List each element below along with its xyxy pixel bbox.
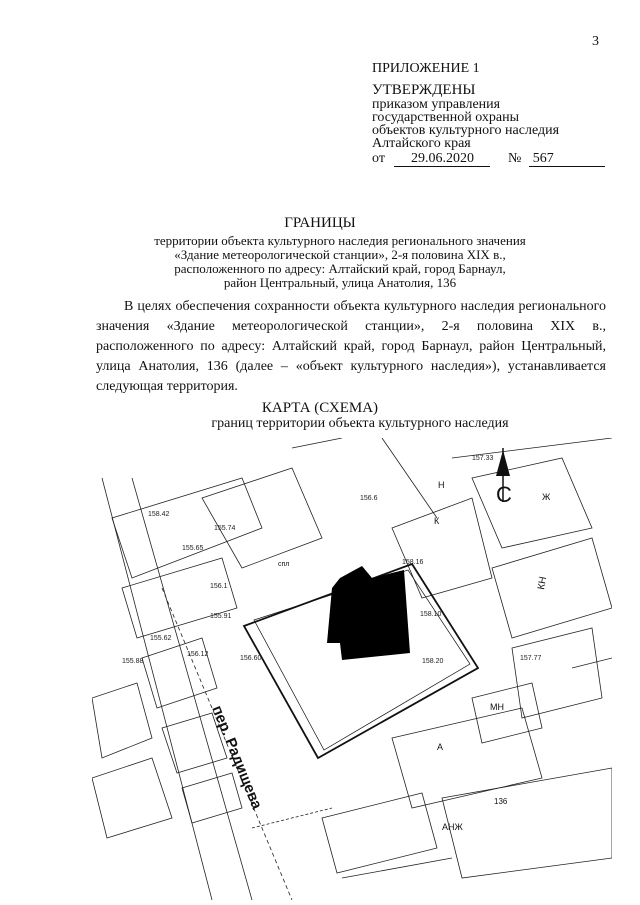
- address-number: 136: [494, 797, 508, 806]
- street-label: пер. Радищева: [208, 703, 266, 812]
- building-label: МН: [490, 702, 504, 712]
- order-date-row: [372, 151, 605, 167]
- approval-block: [372, 84, 632, 150]
- building-label: Ж: [542, 492, 551, 502]
- paragraph-text: В целях обеспечения сохранности объекта культурного наследия регионального значения «Здание метеорологической станции», 2-я половина XIX в., расположенного по адресу: Алтайский край, город Барнаул, район Центральный, улица Анатолия, 136 (далее – «объект культурного наследия»), устанавливается следующая территория.: [96, 299, 606, 394]
- elevation-label: 155.62: [150, 635, 172, 642]
- north-label: С: [496, 482, 512, 507]
- map-mark: К: [434, 516, 440, 526]
- map-mark: спл: [278, 561, 290, 568]
- approved-label: УТВЕРЖДЕНЫ: [372, 82, 476, 98]
- elevation-label: 158.10: [420, 611, 442, 618]
- elevation-label: 156.6: [360, 495, 378, 502]
- elevation-label: 156.1: [210, 583, 228, 590]
- elevation-label: 157.33: [472, 455, 494, 462]
- order-date: 29.06.2020: [394, 151, 490, 167]
- subtitle-line: расположенного по адресу: Алтайский край, город Барнаул,: [174, 261, 506, 276]
- elevation-label: 155.88: [122, 658, 144, 665]
- subtitle-line: район Центральный, улица Анатолия, 136: [223, 275, 457, 290]
- document-title: ГРАНИЦЫ: [284, 215, 356, 231]
- date-prefix: от: [372, 151, 385, 166]
- approval-line: государственной охраны: [372, 110, 520, 125]
- elevation-label: 155.91: [210, 613, 232, 620]
- elevation-label: 158.16: [402, 559, 424, 566]
- map-mark: Н: [438, 480, 445, 490]
- approval-line: объектов культурного наследия: [372, 123, 560, 138]
- subtitle-line: «Здание метеорологической станции», 2-я половина XIX в.,: [174, 247, 506, 262]
- boundary-map: [92, 438, 612, 900]
- order-number: 567: [529, 151, 605, 167]
- elevation-label: 155.74: [214, 525, 236, 532]
- approval-line: приказом управления: [372, 97, 501, 112]
- approval-line: Алтайского края: [372, 136, 471, 151]
- elevation-label: 158.20: [422, 658, 444, 665]
- body-paragraph: [96, 297, 606, 397]
- map-subtitle: границ территории объекта культурного наследия: [211, 416, 509, 431]
- page-number: 3: [592, 34, 599, 49]
- elevation-label: 157.77: [520, 655, 542, 662]
- map-title: КАРТА (СХЕМА): [261, 400, 379, 416]
- elevation-label: 158.42: [148, 511, 170, 518]
- building-label: АНЖ: [442, 822, 463, 832]
- elevation-label: 156.60: [240, 655, 262, 662]
- building-label: А: [437, 742, 444, 752]
- number-prefix: №: [507, 151, 522, 166]
- elevation-label: 155.65: [182, 545, 204, 552]
- document-subtitle: [120, 234, 560, 290]
- elevation-label: 156.12: [187, 651, 209, 658]
- subtitle-line: территории объекта культурного наследия регионального значения: [154, 233, 526, 248]
- building-label: КН: [536, 575, 550, 591]
- appendix-label: ПРИЛОЖЕНИЕ 1: [372, 61, 480, 76]
